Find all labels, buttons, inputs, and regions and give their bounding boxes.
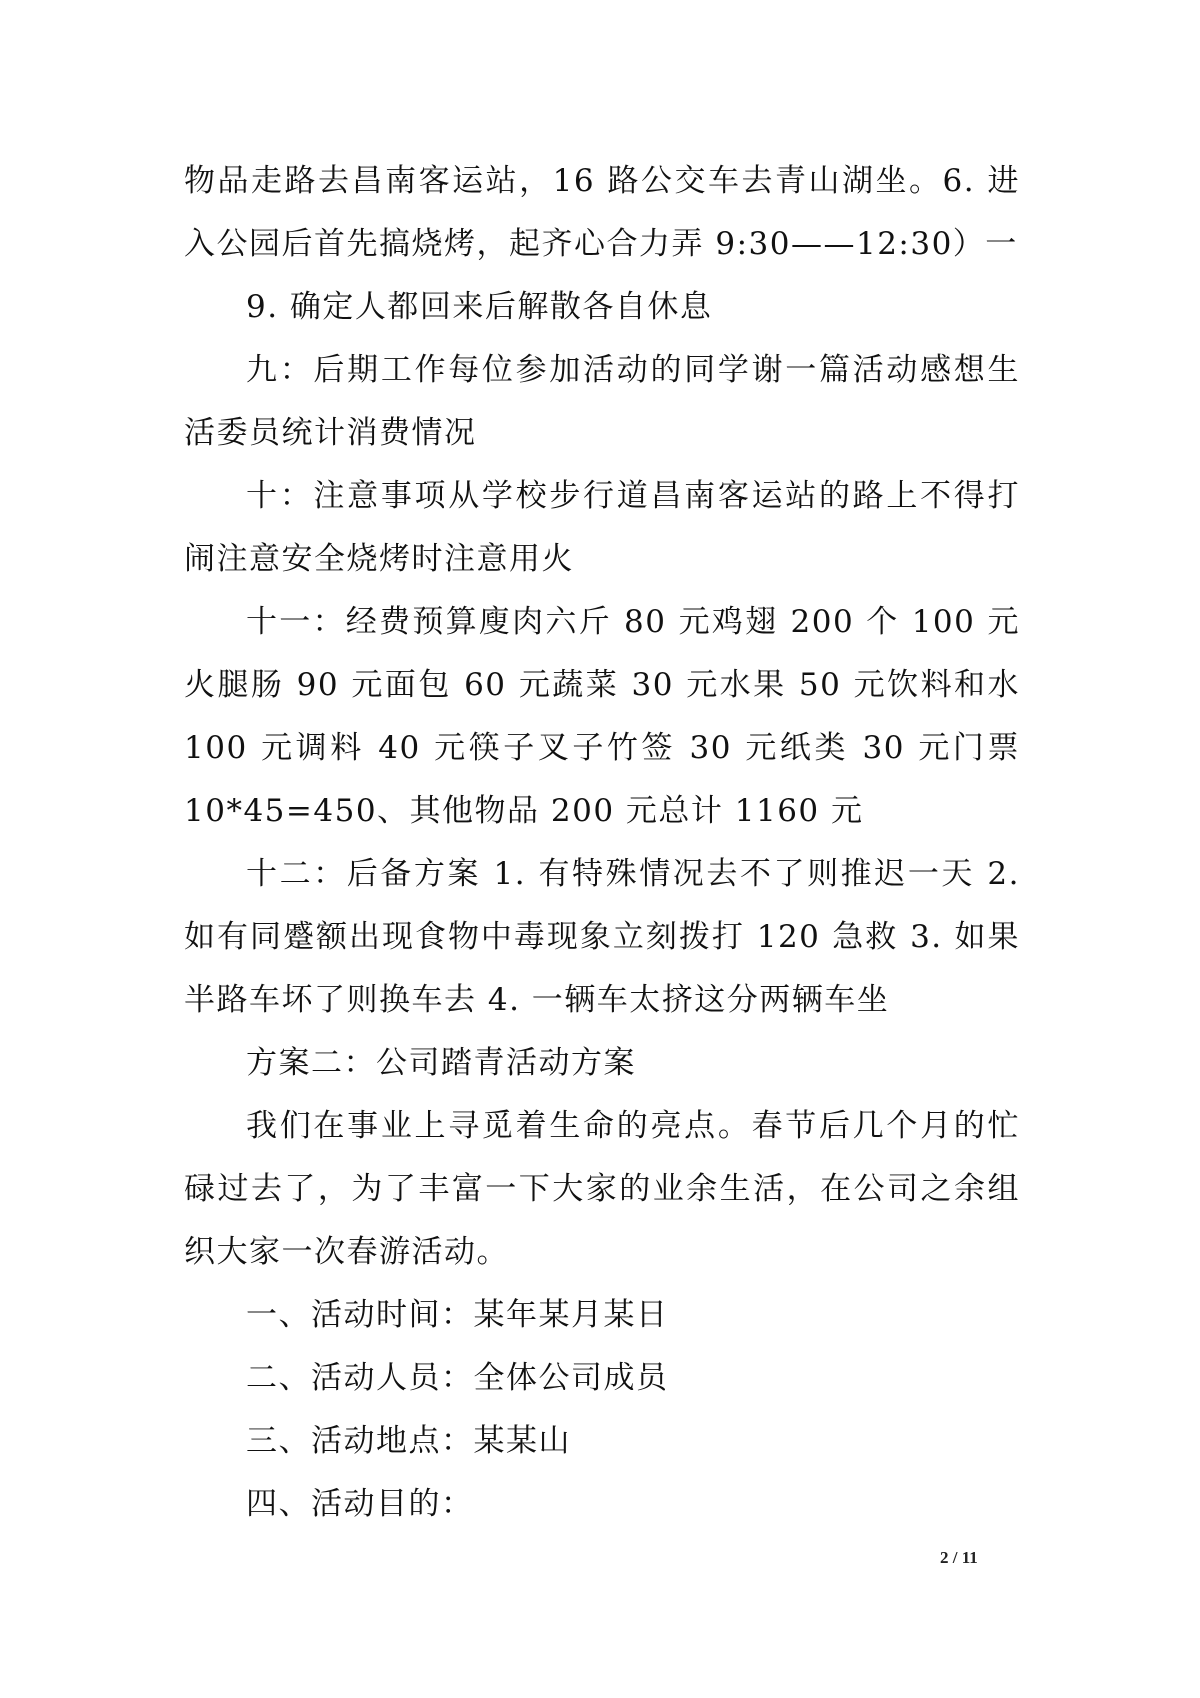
paragraph-section-9: 九：后期工作每位参加活动的同学谢一篇活动感想生活委员统计消费情况 <box>184 352 1020 451</box>
paragraph-section-10: 十：注意事项从学校步行道昌南客运站的路上不得打闹注意安全烧烤时注意用火 <box>184 478 1020 577</box>
paragraph-step-9: 9. 确定人都回来后解散各自休息 <box>246 289 713 325</box>
page-number: 2 / 11 <box>940 1548 978 1567</box>
paragraph-activity-people: 二、活动人员：全体公司成员 <box>246 1360 669 1396</box>
paragraph-section-11: 十一：经费预算廋肉六斤 80 元鸡翅 200 个 100 元火腿肠 90 元面包 60 元蔬菜 30 元水果 50 元饮料和水 100 元调料 40 元筷子叉子竹签 30 元纸类 30 元门票 10*45=450、其他物品 200 元总计 1160 元 <box>184 604 1020 829</box>
paragraph-section-12: 十二：后备方案 1. 有特殊情况去不了则推迟一天 2. 如有同蹙额出现食物中毒现象立刻拨打 120 急救 3. 如果半路车坏了则换车去 4. 一辆车太挤这分两辆车坐 <box>184 856 1020 1018</box>
paragraph-activity-purpose: 四、活动目的： <box>246 1486 474 1522</box>
paragraph-continuation: 物品走路去昌南客运站，16 路公交车去青山湖坐。6. 进入公园后首先搞烧烤，起齐心合力弄 9:30——12:30）一 <box>184 163 1020 262</box>
document-body <box>184 150 1020 1536</box>
paragraph-intro: 我们在事业上寻觅着生命的亮点。春节后几个月的忙碌过去了，为了丰富一下大家的业余生活，在公司之余组织大家一次春游活动。 <box>184 1108 1020 1270</box>
paragraph-activity-location: 三、活动地点：某某山 <box>246 1423 571 1459</box>
paragraph-activity-time: 一、活动时间：某年某月某日 <box>246 1297 669 1333</box>
heading-plan-2: 方案二：公司踏青活动方案 <box>246 1045 636 1081</box>
